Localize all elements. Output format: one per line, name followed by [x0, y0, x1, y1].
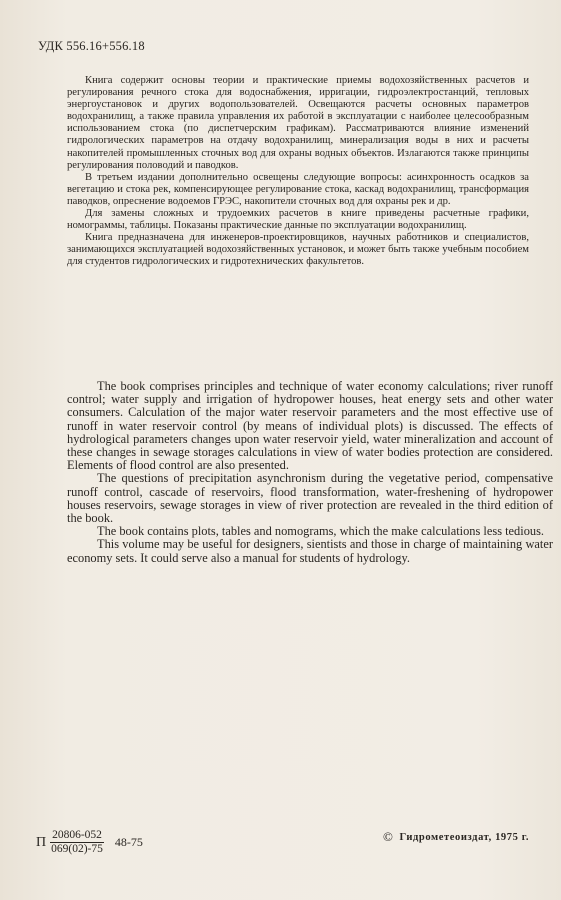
annotation-ru-paragraph-1: Книга содержит основы теории и практические приемы водохозяйственных расчетов и регулирования речного стока для водоснабжения, ирригации, гидроэлектростанций, тепловых энергоустановок и других водопользователей. Освещаются расчеты основных параметров водохранилищ, а также правила управления их работой в эксплуатации с наиболее целесообразным использованием стока (по диспетчерским графикам). Рассматриваются влияние изменений гидрологических параметров на отдачу водохранилищ, минерализация воды в них и расчеты накопителей промышленных сточных вод для охраны водных объектов. Излагаются также принципы регулирования половодий и паводков.: [67, 75, 529, 171]
annotation-en-paragraph-4: This volume may be useful for designers, sientists and those in charge of maintaining water economy sets. It could serve also a manual for students of hydrology.: [67, 537, 553, 565]
annotation-en-paragraph-2: The questions of precipitation asynchronism during the vegetative period, compensative runoff control, cascade of reservoirs, flood transformation, water-freshening of hydropower houses reservoirs, sewage storages in view of river protection are revealed in the third edition of the book.: [67, 471, 553, 526]
imprint-code: [36, 829, 143, 856]
imprint-fraction: [49, 829, 105, 856]
annotation-ru-paragraph-3: Для замены сложных и трудоемких расчетов в книге приведены расчетные графики, номограммы, таблицы. Показаны практические данные по эксплуатации водохранилищ.: [67, 208, 529, 232]
copyright-line: [383, 829, 529, 845]
imprint-denominator: 069(02)-75: [51, 843, 103, 855]
annotation-en-paragraph-3: The book contains plots, tables and nomograms, which the make calculations less tedious.: [97, 524, 545, 539]
annotation-english: [67, 380, 553, 565]
annotation-en-paragraph-1: The book comprises principles and technique of water economy calculations; river runoff control; water supply and irrigation of hydropower houses, heat energy sets and other water consumers. Calculation of the major water reservoir parameters and the most effective use of runoff in water reservoir control (by means of individual plots) is discussed. The effects of hydrological parameters changes upon water reservoir yield, water mineralization and account of these changes in sewage storages calculations in view of water bodies protection are considered. Elements of flood control are also presented.: [67, 379, 553, 473]
imprint-series-code: 48-75: [114, 835, 143, 849]
imprint-letter: П: [36, 834, 47, 850]
annotation-russian: [67, 75, 529, 269]
udk-classification: УДК 556.16+556.18: [38, 39, 145, 53]
copyright-icon: ©: [383, 829, 394, 844]
annotation-ru-paragraph-2: В третьем издании дополнительно освещены следующие вопросы: асинхронность осадков за вегетацию и стока рек, компенсирующее регулирование стока, каскад водохранилищ, трансформация паводков, опреснение водоемов ГРЭС, накопители сточных вод для охраны рек и др.: [67, 171, 529, 207]
annotation-ru-paragraph-4: Книга предназначена для инженеров-проектировщиков, научных работников и специалистов, занимающихся эксплуатацией водохозяйственных установок, и может быть также учебным пособием для студентов гидрологических и гидротехнических факультетов.: [67, 232, 529, 268]
imprint-numerator: 20806-052: [52, 829, 102, 841]
copyright-publisher: Гидрометеоиздат, 1975 г.: [399, 831, 530, 843]
